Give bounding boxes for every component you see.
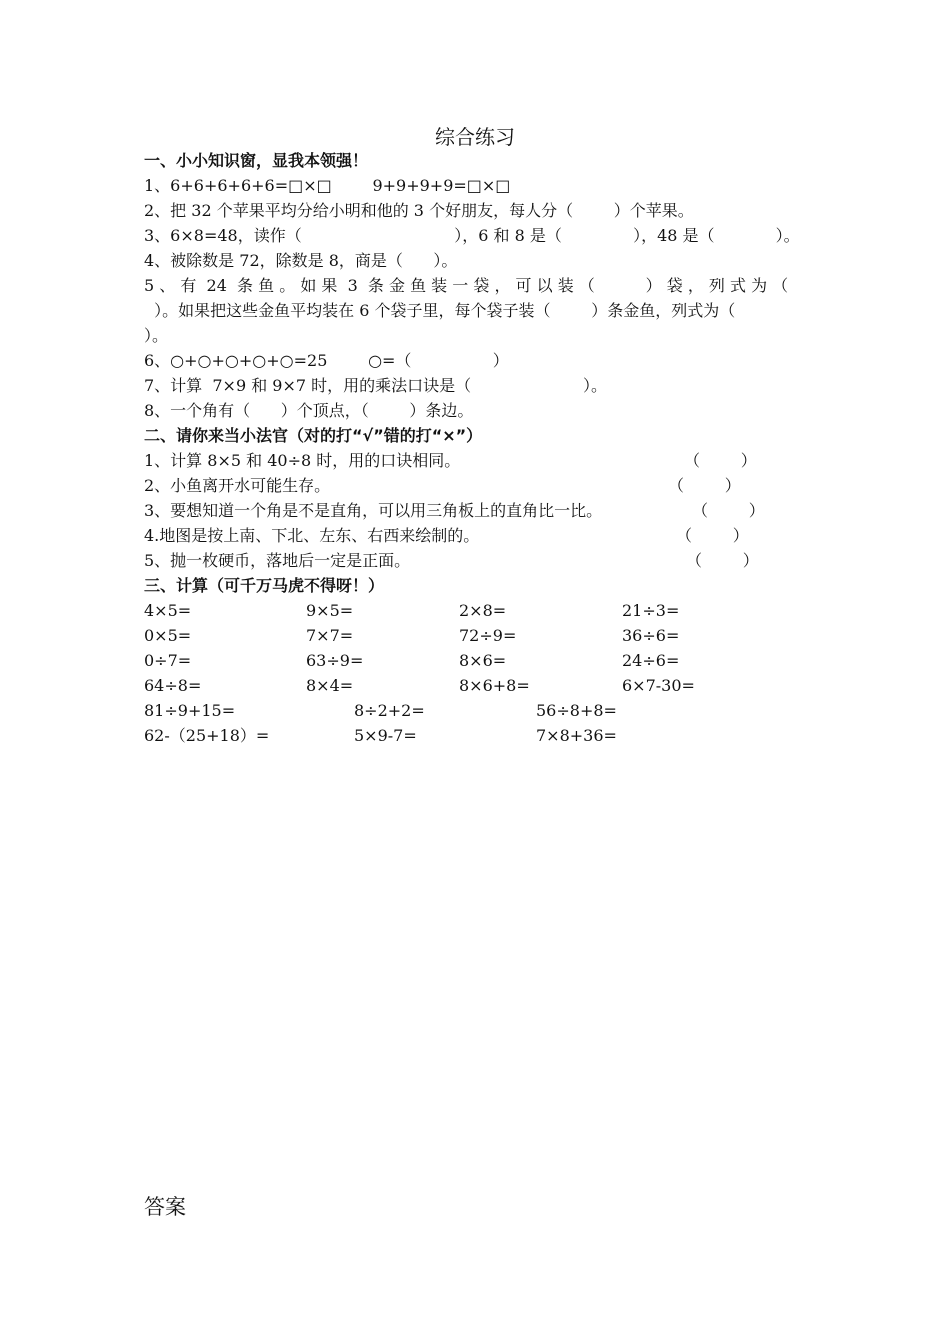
page-title: 综合练习 [435,125,515,149]
calc-item: 9×5= [306,601,354,620]
calc-item: 6×7-30= [622,676,695,695]
calc-item: 24÷6= [622,651,680,670]
question-5-line3: ）。 [144,326,169,345]
calc-item: 64÷8= [144,676,202,695]
judge-item-4: 4.地图是按上南、下北、左东、右西来绘制的。 [144,526,480,545]
question-4: 4、被除数是 72，除数是 8，商是（ ）。 [144,251,458,270]
section2-heading: 二、请你来当小法官（对的打“√”错的打“×”） [144,426,483,445]
calc-item: 8×6= [459,651,507,670]
judge-answer-5: （ ） [686,551,759,570]
calc-item: 0×5= [144,626,192,645]
judge-answer-3: （ ） [692,501,765,520]
judge-answer-2: （ ） [668,476,741,495]
calc-item: 63÷9= [306,651,364,670]
question-1: 1、6+6+6+6+6=□×□ 9+9+9+9=□×□ [144,176,511,195]
calc-item: 2×8= [459,601,507,620]
question-8: 8、一个角有（ ）个顶点，（ ）条边。 [144,401,474,420]
judge-item-2: 2、小鱼离开水可能生存。 [144,476,331,495]
question-6: 6、○+○+○+○+○=25 ○=（ ） [144,351,509,370]
calc-item: 0÷7= [144,651,192,670]
question-5-line1: 5 、 有 24 条 鱼 。 如 果 3 条 金 鱼 装 一 袋 ， 可 以 装 （ ） 袋 ， 列 式 为 （ [144,276,789,295]
calc-item: 56÷8+8= [536,701,617,720]
judge-item-1: 1、计算 8×5 和 40÷8 时，用的口诀相同。 [144,451,461,470]
calc-item: 8×6+8= [459,676,530,695]
calc-item: 62-（25+18）= [144,726,270,745]
calc-item: 36÷6= [622,626,680,645]
calc-item: 8×4= [306,676,354,695]
judge-item-5: 5、抛一枚硬币，落地后一定是正面。 [144,551,411,570]
question-5-line2: ）。如果把这些金鱼平均装在 6 个袋子里，每个袋子装（ ）条金鱼，列式为（ [144,301,736,320]
section1-heading: 一、小小知识窗，显我本领强！ [144,151,369,170]
section3-heading: 三、计算（可千万马虎不得呀！） [144,576,385,595]
answer-heading: 答案 [144,1195,186,1219]
question-7: 7、计算 7×9 和 9×7 时，用的乘法口诀是（ ）。 [144,376,608,395]
calc-item: 4×5= [144,601,192,620]
calc-item: 72÷9= [459,626,517,645]
question-3: 3、6×8=48，读作（ ），6 和 8 是（ ），48 是（ ）。 [144,226,800,245]
calc-item: 7×7= [306,626,354,645]
calc-item: 8÷2+2= [354,701,425,720]
calc-item: 21÷3= [622,601,680,620]
calc-item: 7×8+36= [536,726,617,745]
judge-answer-1: （ ） [684,451,757,470]
judge-answer-4: （ ） [676,526,749,545]
judge-item-3: 3、要想知道一个角是不是直角，可以用三角板上的直角比一比。 [144,501,603,520]
question-2: 2、把 32 个苹果平均分给小明和他的 3 个好朋友，每人分（ ）个苹果。 [144,201,694,220]
calc-item: 81÷9+15= [144,701,236,720]
calc-item: 5×9-7= [354,726,417,745]
